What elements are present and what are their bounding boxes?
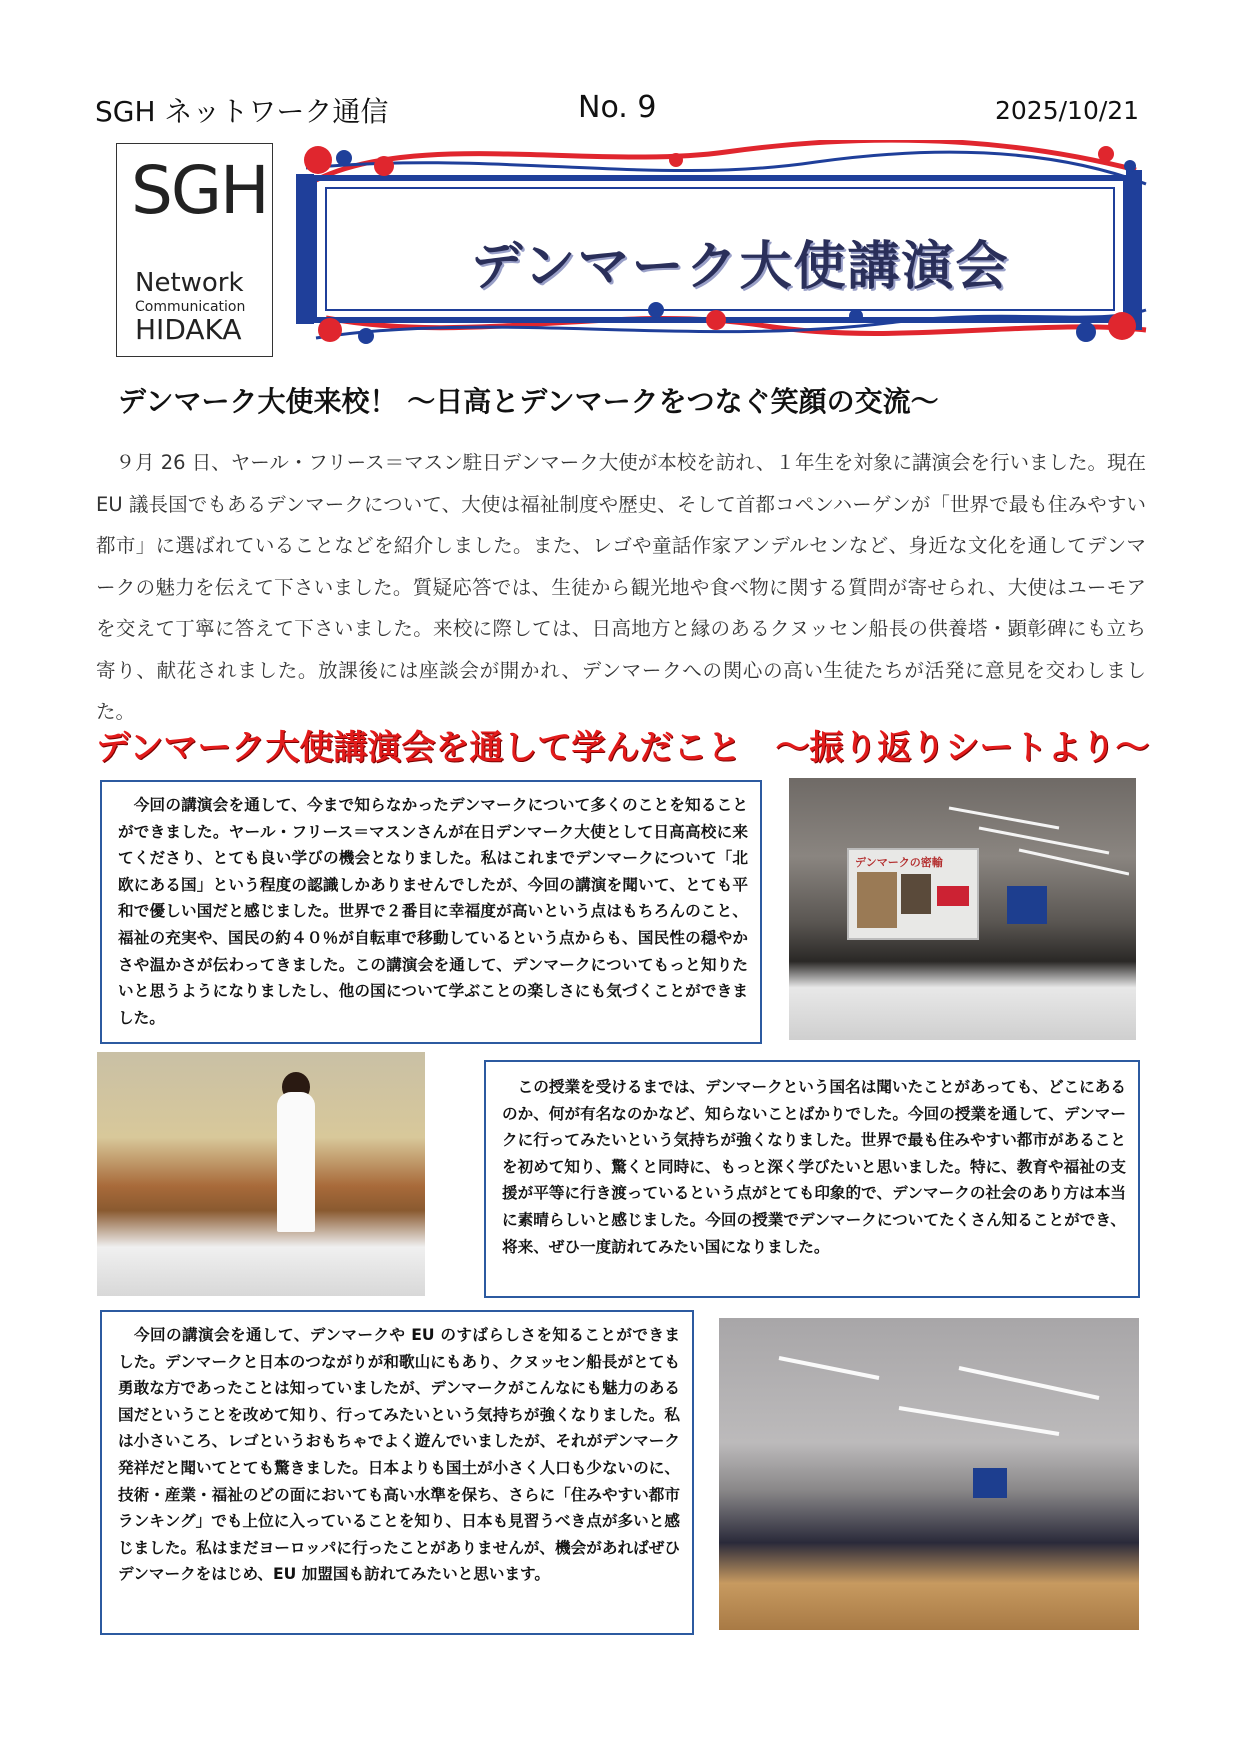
slide-image [937,886,969,906]
newsletter-title: SGH ネットワーク通信 [95,95,389,128]
eu-flag [973,1468,1007,1498]
banner-dot [304,146,332,174]
issue-date: 2025/10/21 [995,96,1140,125]
sgh-logo [116,143,273,357]
reflection-box-1: 今回の講演会を通して、今まで知らなかったデンマークについて多くのことを知ることができました。ヤール・フリース＝マスンさんが在日デンマーク大使として日高高校に来てくださり、とても良い学びの機会となりました。私はこれまでデンマークについて「北欧にある国」という程度の認識しかありませんでしたが、今回の講演を聞いて、とても平和で優しい国だと感じました。世界で２番目に幸福度が高いという点はもちろんのこと、福祉の充実や、国民の約４０％が自転車で移動しているという点からも、国民性の穏やかさや温かさが伝わってきました。この講演会を通して、デンマークについてもっと知りたいと思うようになりましたし、他の国について学ぶことの楽しさにも気づくことができました。 [100,780,762,1044]
banner-title: デンマーク大使講演会 [470,237,1010,297]
reflection-box-2: この授業を受けるまでは、デンマークという国名は聞いたことがあっても、どこにあるのか、何が有名なのかなど、知らないことばかりでした。今回の授業を通して、デンマークに行ってみたいという気持ちが強くなりました。世界で最も住みやすい都市があることを初めて知り、驚くと同時に、もっと深く学びたいと思いました。特に、教育や福祉の支援が平等に行き渡っているという点がとても印象的で、デンマークの社会のあり方は本当に素晴らしいと感じました。今回の授業でデンマークについてたくさん知ることができ、将来、ぜひ一度訪れてみたい国になりました。 [484,1060,1140,1298]
ceiling-lights [759,1348,1119,1438]
article-subheading: デンマーク大使来校！ ～日高とデンマークをつなぐ笑顔の交流～ [118,385,939,418]
banner-dot [358,328,374,344]
intro-paragraph: ９月 26 日、ヤール・フリース＝マスン駐日デンマーク大使が本校を訪れ、１年生を対象に講演会を行いました。現在 EU 議長国でもあるデンマークについて、大使は福祉制度や歴史、そして首都コペンハーゲンが「世界で最も住みやすい都市」に選ばれていることなどを紹介しました。また、レゴや童話作家アンデルセンなど、身近な文化を通してデンマークの魅力を伝えて下さいました。質疑応答では、生徒から観光地や食べ物に関する質問が寄せられ、大使はユーモアを交えて丁寧に答えて下さいました。来校に際しては、日高地方と縁のあるクヌッセン船長の供養塔・顕彰碑にも立ち寄り、献花されました。放課後には座談会が開かれ、デンマークへの関心の高い生徒たちが活発に意見を交わしました。 [96,451,1146,723]
projector-screen [847,848,979,940]
banner-swirl-red-top [316,140,1136,180]
logo-line-network: Network [135,268,244,298]
lecture-hall-photo [789,778,1136,1040]
slide-image [857,872,897,928]
banner-dot [648,302,664,318]
banner-dot [1076,322,1096,342]
logo-line-communication: Communication [135,299,246,315]
student-question-photo [97,1052,425,1296]
reflection-box-3: 今回の講演会を通して、デンマークや EU のすばらしさを知ることができました。デンマークと日本のつながりが和歌山にもあり、クヌッセン船長がとても勇敢な方であったことは知っていましたが、デンマークがこんなにも魅力のある国だということを改めて知り、行ってみたいという気持ちが強くなりました。私は小さいころ、レゴというおもちゃでよく遊んでいましたが、それがデンマーク発祥だと聞いてとても驚きました。日本よりも国土が小さく人口も少ないのに、技術・産業・福祉のどの面においても高い水準を保ち、さらに「住みやすい都市ランキング」でも上位に入っていることを知り、日本も見習うべき点が多いと感じました。私はまだヨーロッパに行ったことがありませんが、機会があればぜひデンマークをはじめ、EU 加盟国も訪れてみたいと思います。 [100,1310,694,1635]
banner-dot [1108,312,1136,340]
banner-dot [669,153,683,167]
section-title: デンマーク大使講演会を通して学んだこと ～振り返りシートより～ [96,728,1150,768]
logo-line-hidaka: HIDAKA [135,313,242,346]
banner-left-bar [296,174,314,324]
slide-title: デンマークの密輸 [855,856,943,869]
banner-dot [1124,160,1136,172]
eu-flag [1007,886,1047,924]
banner-dot [706,310,726,330]
issue-number: No. 9 [578,90,657,125]
slide-image [901,874,931,914]
group-photo [719,1318,1139,1630]
banner-dot [374,156,394,176]
banner-dot [318,318,342,342]
logo-monogram: SGH [131,152,268,229]
standing-student [277,1092,315,1232]
banner-dot [336,150,352,166]
banner-dot [1098,146,1114,162]
banner-dot [849,309,863,323]
